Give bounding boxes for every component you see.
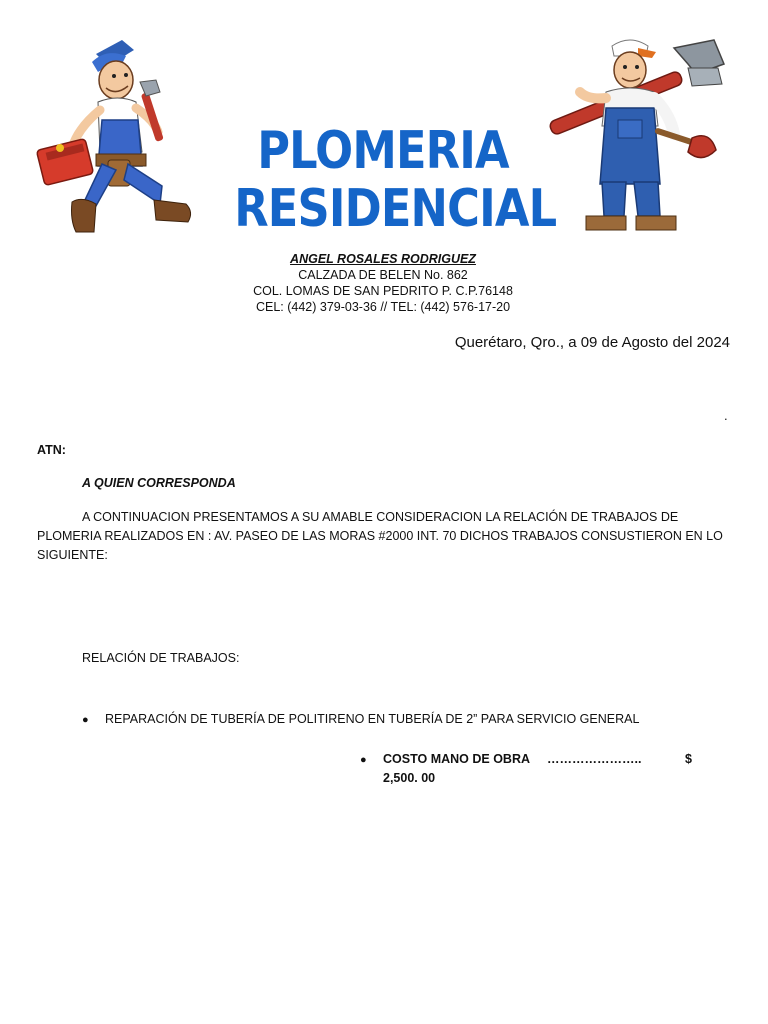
address-line-1: CALZADA DE BELEN No. 862 bbox=[298, 268, 468, 282]
phone-line: CEL: (442) 379-03-36 // TEL: (442) 576-17-20 bbox=[255, 300, 511, 314]
cost-label: COSTO MANO DE OBRA bbox=[383, 752, 530, 766]
bullet-icon: ● bbox=[82, 714, 89, 726]
cost-amount: 2,500. 00 bbox=[383, 771, 436, 785]
cost-line bbox=[360, 750, 700, 788]
company-title bbox=[234, 121, 557, 239]
title-line-1: PLOMERIA bbox=[257, 121, 509, 181]
work-item-text: REPARACIÓN DE TUBERÍA DE POLITIRENO EN TUBERÍA DE 2” PARA SERVICIO GENERAL bbox=[105, 712, 640, 726]
intro-paragraph: A CONTINUACION PRESENTAMOS A SU AMABLE CONSIDERACION LA RELACIÓN DE TRABAJOS DE PLOMERIA REALIZADOS EN : AV. PASEO DE LAS MORAS #2000 INT. 70 DICHOS TRABAJOS CONSUSTIERON EN LO SIGUIENTE: bbox=[37, 510, 723, 562]
address-line-2: COL. LOMAS DE SAN PEDRITO P. C.P.76148 bbox=[253, 284, 513, 298]
contact-block bbox=[200, 251, 566, 315]
letter-date: Querétaro, Qro., a 09 de Agosto del 2024 bbox=[454, 334, 730, 351]
recipient: A QUIEN CORRESPONDA bbox=[82, 476, 236, 490]
work-item bbox=[82, 712, 639, 726]
cost-leader: ………………….. bbox=[547, 752, 642, 766]
title-line-2: RESIDENCIAL bbox=[234, 179, 557, 239]
plumber-with-pipe-wrench-icon bbox=[542, 34, 728, 236]
bullet-icon: ● bbox=[360, 754, 367, 766]
stray-dot: . bbox=[724, 408, 728, 423]
plumber-with-toolbox-icon bbox=[36, 36, 198, 236]
owner-name: ANGEL ROSALES RODRIGUEZ bbox=[290, 252, 476, 266]
cost-currency: $ bbox=[685, 752, 692, 766]
atn-label: ATN: bbox=[37, 443, 66, 457]
relacion-label: RELACIÓN DE TRABAJOS: bbox=[82, 651, 240, 665]
